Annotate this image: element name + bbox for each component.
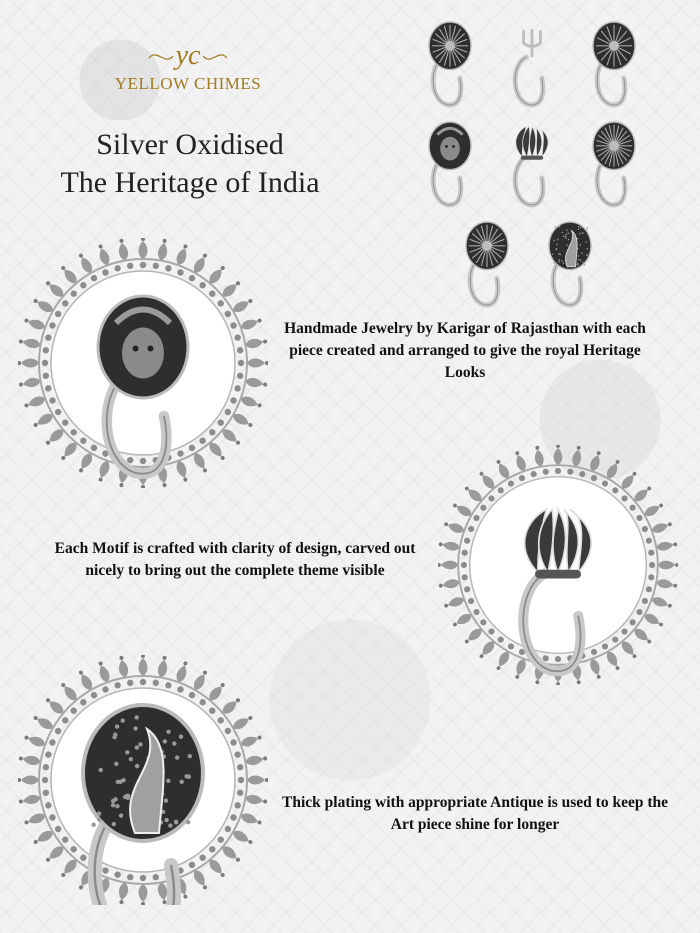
brand-logo	[108, 38, 268, 94]
feature-text-motif: Each Motif is crafted with clarity of design, carved out nicely to bring out the complete theme visible	[54, 540, 416, 579]
title-line-1: Silver Oxidised	[96, 128, 284, 161]
title-line-2: The Heritage of India	[60, 166, 320, 199]
product-thumbnail-trident	[490, 18, 570, 108]
product-thumbnail-chakra	[572, 118, 652, 208]
showcase-medallion-peacock	[18, 655, 268, 905]
brand-name: YELLOW CHIMES	[114, 74, 262, 93]
feature-text-plating: Thick plating with appropriate Antique is used to keep the Art piece shine for longer	[282, 794, 668, 833]
trident-jewelry-icon	[515, 29, 543, 105]
lotus-jewelry-icon	[515, 126, 548, 205]
showcase-medallion-face	[18, 238, 268, 488]
feature-text-handmade: Handmade Jewelry by Karigar of Rajasthan with each piece created and arranged to give the royal Heritage Looks	[284, 320, 646, 381]
page-title	[20, 126, 360, 202]
yc-monogram-icon	[143, 38, 233, 72]
showcase-medallion-lotus	[438, 445, 678, 685]
peacock-jewelry-icon	[549, 222, 591, 305]
product-thumbnail-peacock	[528, 218, 608, 308]
product-thumbnail-lotus	[490, 118, 570, 208]
face-jewelry-icon	[429, 122, 471, 205]
radial-fan-jewelry-icon	[429, 22, 471, 105]
sun-rays-jewelry-icon	[466, 222, 508, 305]
chakra-jewelry-icon	[593, 122, 635, 205]
product-thumbnail-radial-fan	[408, 18, 488, 108]
sunflower-jewelry-icon	[593, 22, 635, 105]
product-thumbnail-face	[408, 118, 488, 208]
product-thumbnail-sun-rays	[445, 218, 525, 308]
product-thumbnail-sunflower	[572, 18, 652, 108]
monogram-text: yc	[175, 40, 201, 71]
